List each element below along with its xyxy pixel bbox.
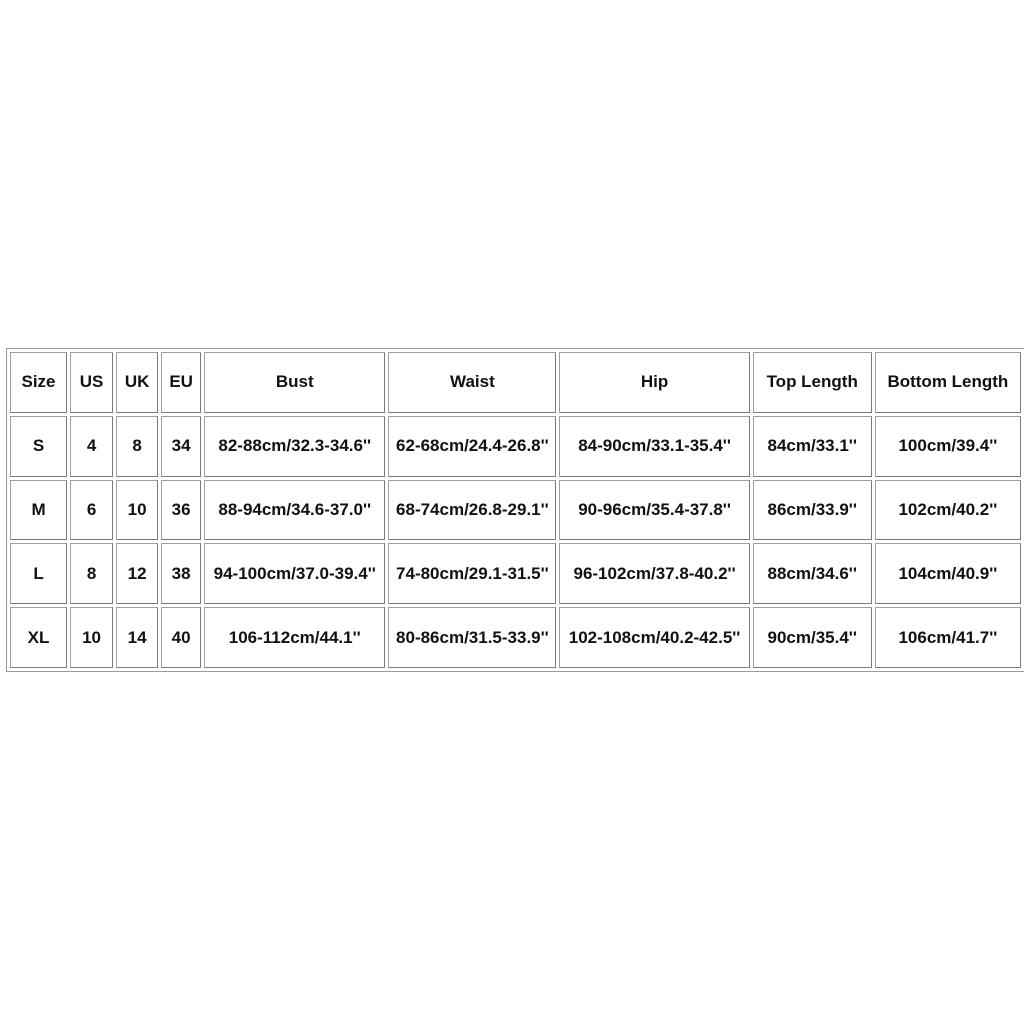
cell-size: L: [10, 543, 67, 604]
cell-bottom-length: 100cm/39.4'': [875, 416, 1021, 477]
cell-eu: 40: [161, 607, 201, 668]
cell-size: XL: [10, 607, 67, 668]
cell-us: 4: [70, 416, 113, 477]
cell-hip: 90-96cm/35.4-37.8'': [559, 480, 749, 541]
header-bust: Bust: [204, 352, 385, 413]
header-us: US: [70, 352, 113, 413]
cell-top-length: 84cm/33.1'': [753, 416, 872, 477]
cell-us: 8: [70, 543, 113, 604]
header-hip: Hip: [559, 352, 749, 413]
cell-hip: 96-102cm/37.8-40.2'': [559, 543, 749, 604]
cell-uk: 14: [116, 607, 158, 668]
cell-hip: 102-108cm/40.2-42.5'': [559, 607, 749, 668]
table-header-row: [10, 352, 1021, 413]
cell-us: 6: [70, 480, 113, 541]
cell-uk: 12: [116, 543, 158, 604]
header-uk: UK: [116, 352, 158, 413]
cell-bust: 94-100cm/37.0-39.4'': [204, 543, 385, 604]
cell-bottom-length: 102cm/40.2'': [875, 480, 1021, 541]
cell-uk: 10: [116, 480, 158, 541]
cell-top-length: 86cm/33.9'': [753, 480, 872, 541]
cell-size: M: [10, 480, 67, 541]
cell-eu: 38: [161, 543, 201, 604]
header-eu: EU: [161, 352, 201, 413]
cell-top-length: 88cm/34.6'': [753, 543, 872, 604]
cell-hip: 84-90cm/33.1-35.4'': [559, 416, 749, 477]
header-top-length: Top Length: [753, 352, 872, 413]
cell-us: 10: [70, 607, 113, 668]
cell-uk: 8: [116, 416, 158, 477]
cell-eu: 34: [161, 416, 201, 477]
cell-bottom-length: 104cm/40.9'': [875, 543, 1021, 604]
cell-bust: 88-94cm/34.6-37.0'': [204, 480, 385, 541]
header-bottom-length: Bottom Length: [875, 352, 1021, 413]
cell-bust: 82-88cm/32.3-34.6'': [204, 416, 385, 477]
cell-eu: 36: [161, 480, 201, 541]
cell-top-length: 90cm/35.4'': [753, 607, 872, 668]
table-row: [10, 416, 1021, 477]
cell-waist: 62-68cm/24.4-26.8'': [388, 416, 556, 477]
cell-size: S: [10, 416, 67, 477]
size-chart: [6, 348, 1024, 672]
table-row: [10, 480, 1021, 541]
header-waist: Waist: [388, 352, 556, 413]
cell-waist: 68-74cm/26.8-29.1'': [388, 480, 556, 541]
table-row: [10, 607, 1021, 668]
cell-waist: 80-86cm/31.5-33.9'': [388, 607, 556, 668]
table-row: [10, 543, 1021, 604]
cell-waist: 74-80cm/29.1-31.5'': [388, 543, 556, 604]
cell-bust: 106-112cm/44.1'': [204, 607, 385, 668]
header-size: Size: [10, 352, 67, 413]
size-table: [7, 349, 1024, 671]
cell-bottom-length: 106cm/41.7'': [875, 607, 1021, 668]
